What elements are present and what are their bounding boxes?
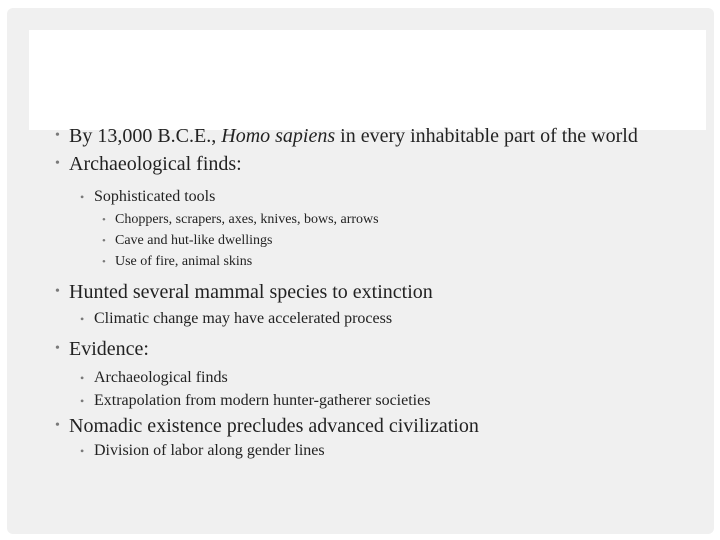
bullet-text: Cave and hut-like dwellings [115, 233, 273, 248]
bullet-dot-icon: • [55, 156, 60, 171]
bullet-climatic-change [55, 310, 655, 328]
bullet-extrapolation [55, 392, 655, 410]
bullet-hunted-species [55, 282, 655, 302]
bullet-dot-icon: • [80, 444, 85, 458]
bullet-text: in every inhabitable part of the world [335, 125, 638, 147]
bullet-dot-icon: • [55, 341, 60, 356]
bullet-dot-icon: • [55, 284, 60, 299]
bullet-evidence [55, 339, 655, 359]
bullet-text: Archaeological finds: [69, 153, 242, 175]
bullet-archaeological-finds [55, 154, 655, 174]
bullet-dot-icon: • [80, 312, 85, 326]
bullet-text: Division of labor along gender lines [94, 442, 325, 459]
bullet-text: Choppers, scrapers, axes, knives, bows, arrows [115, 212, 379, 227]
bullet-text: Climatic change may have accelerated process [94, 310, 393, 327]
bullet-dot-icon: • [102, 214, 106, 226]
bullet-dot-icon: • [102, 256, 106, 268]
bullet-sophisticated-tools [55, 188, 655, 206]
bullet-nomadic [55, 416, 655, 436]
bullet-dwellings [55, 231, 655, 251]
bullet-dot-icon: • [80, 394, 85, 408]
bullet-text: Hunted several mammal species to extinction [69, 281, 433, 303]
title-placeholder [29, 30, 706, 130]
bullet-dot-icon: • [102, 235, 106, 247]
bullet-text: Nomadic existence precludes advanced civilization [69, 415, 479, 437]
bullet-dot-icon: • [55, 128, 60, 143]
bullet-dot-icon: • [55, 418, 60, 433]
bullet-dot-icon: • [80, 190, 85, 204]
bullet-evidence-finds [55, 369, 655, 387]
bullet-text: Evidence: [69, 338, 149, 360]
bullet-text: Extrapolation from modern hunter-gatherer societies [94, 392, 431, 409]
bullet-homo-sapiens [55, 126, 655, 146]
bullet-text: Sophisticated tools [94, 188, 216, 205]
slide-content [55, 126, 655, 460]
bullet-text: By 13,000 B.C.E., [69, 125, 222, 147]
bullet-dot-icon: • [80, 371, 85, 385]
bullet-fire [55, 252, 655, 272]
bullet-choppers [55, 210, 655, 230]
bullet-text-italic: Homo sapiens [221, 125, 336, 147]
bullet-text: Archaeological finds [94, 369, 228, 386]
bullet-division-labor [55, 442, 655, 460]
bullet-text: Use of fire, animal skins [115, 254, 253, 269]
